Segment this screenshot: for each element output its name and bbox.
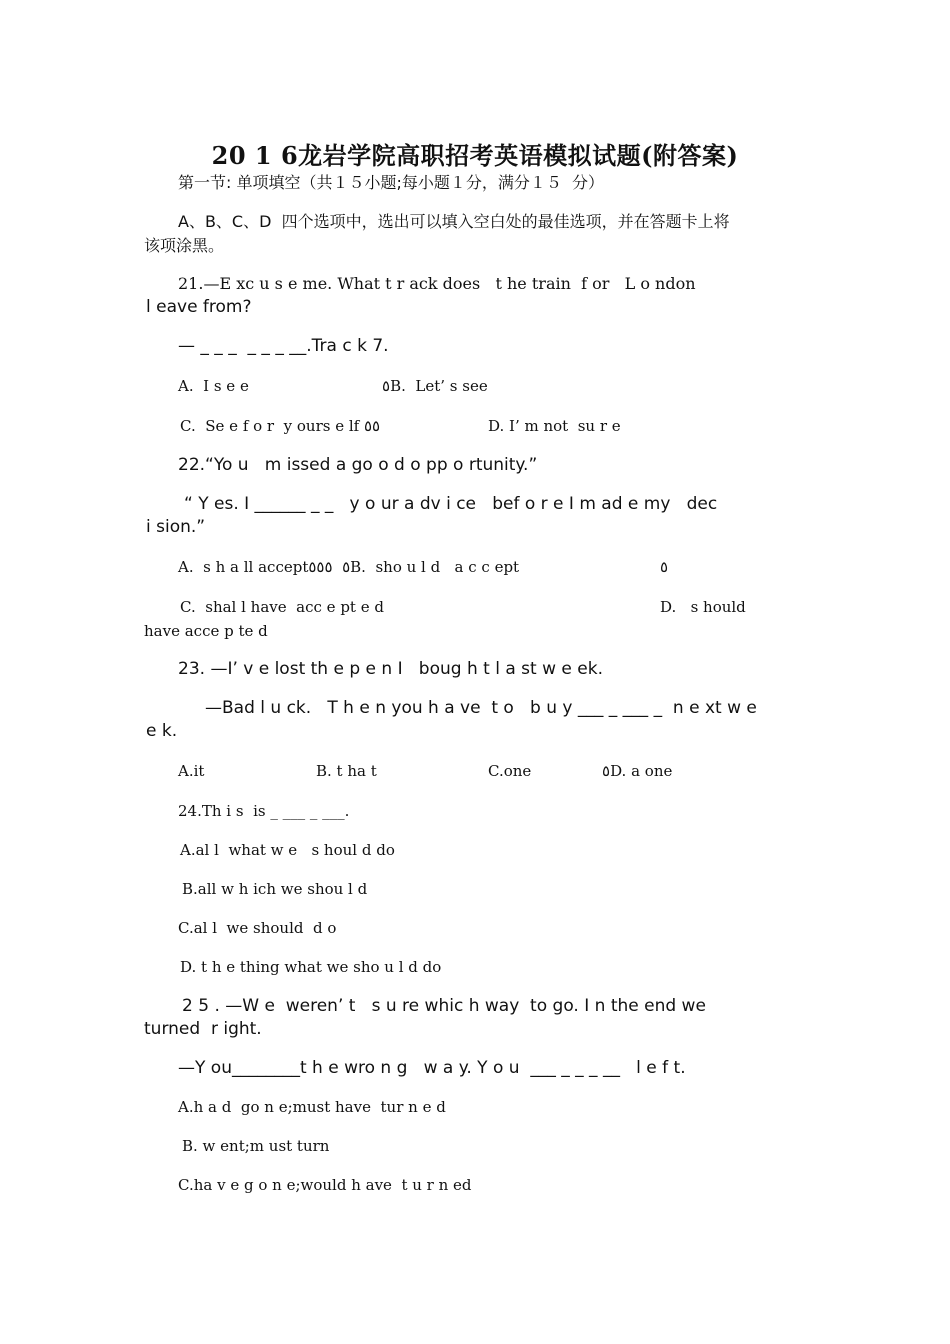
question-21-option-a: A. I s e e: [178, 377, 249, 395]
question-21-option-c: C. Se e f o r y ours e lf ٥٥: [180, 417, 381, 435]
question-25-reply: —Y ou________t h e wro n g w a y. Y o u ___ _ _ _ __ l e f t.: [178, 1058, 686, 1078]
question-21-stem-line-1: 21.—E xc u s e me. What t r ack does t he train f or L o ndon: [178, 274, 696, 293]
question-22-option-c: C. shal l have acc e pt e d: [180, 598, 384, 616]
question-23-reply-line-1: —Bad l u ck. T h e n you h a ve t o b u y ___ _ ___ _ n e xt w e: [205, 698, 757, 718]
question-21-option-d: D. I’ m not su r e: [488, 417, 621, 435]
question-21-option-b: ٥B. Let’ s see: [382, 377, 488, 395]
page-title: 20 1 6龙岩学院高职招考英语模拟试题(附答案): [211, 141, 739, 170]
question-24-option-b: B.all w h ich we shou l d: [182, 880, 368, 898]
question-21-stem-line-2: l eave from?: [146, 297, 252, 317]
question-25-option-b: B. w ent;m ust turn: [182, 1137, 330, 1155]
instructions-line-1: A、B、C、D 四个选项中，选出可以填入空白处的最佳选项，并在答题卡上将: [178, 212, 730, 231]
question-23-option-a: A.it: [178, 762, 205, 780]
question-25-option-c: C.ha v e g o n e;would h ave t u r n ed: [178, 1176, 472, 1194]
question-22-option-d: D. s hould: [660, 598, 746, 616]
question-24-option-a: A.al l what w e s houl d do: [180, 841, 395, 859]
instructions-line-2: 该项涂黑。: [144, 236, 225, 255]
question-23-reply-line-2: e k.: [146, 721, 178, 741]
question-22-option-ab: A. s h a ll accept٥ ٥٥٥B. sho u l d a c c ept: [178, 558, 520, 576]
question-24-stem: 24.Th i s is _ ___ _ ___.: [178, 802, 350, 820]
question-22-reply-line-1: “ Y es. I ______ _ _ y o ur a dv i ce bef o r e I m ad e my dec: [184, 494, 718, 514]
question-22-stem: 22.“Yo u m issed a go o d o pp o rtunity.”: [178, 455, 538, 475]
question-24-option-d: D. t h e thing what we sho u l d do: [180, 958, 442, 976]
question-23-option-b: B. t ha t: [316, 762, 377, 780]
question-22-option-d-cont: have acce p te d: [144, 622, 268, 640]
question-22-reply-line-2: i sion.”: [146, 517, 206, 537]
question-25-option-a: A.h a d go n e;must have tur n e d: [178, 1098, 446, 1116]
question-23-option-d: ٥D. a one: [602, 762, 673, 780]
question-22-option-b-tail: ٥: [660, 558, 669, 576]
question-23-option-c: C.one: [488, 762, 532, 780]
question-25-stem-line-1: 2 5 . —W e weren’ t s u re whic h way to go. I n the end we: [182, 996, 706, 1016]
question-23-stem: 23. —I’ v e lost th e p e n I boug h t l a st w e ek.: [178, 659, 603, 679]
section-header: 第一节: 单项填空（共１５小题;每小题１分，满分１５ 分）: [178, 173, 605, 192]
question-21-reply: — _ _ _ _ _ _ __.Tra c k 7.: [178, 336, 389, 356]
question-25-stem-line-2: turned r ight.: [144, 1019, 262, 1039]
question-24-option-c: C.al l we should d o: [178, 919, 337, 937]
